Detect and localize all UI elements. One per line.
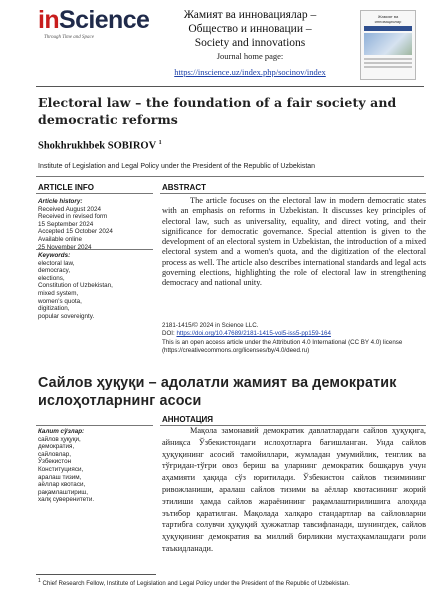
history-line: 15 September 2024 bbox=[38, 220, 94, 228]
cover-band bbox=[364, 26, 412, 31]
logo-science-text: Science bbox=[59, 6, 150, 34]
journal-title-ru: Общество и инновации – bbox=[188, 23, 312, 35]
uzbek-keywords-block bbox=[38, 428, 153, 504]
doi-line bbox=[162, 330, 426, 338]
doi-label: DOI: bbox=[162, 330, 175, 338]
keywords-block bbox=[38, 252, 153, 320]
keyword-item: mixed system, bbox=[38, 289, 79, 297]
uzbek-keyword-item: халқ суверенитети. bbox=[38, 496, 95, 504]
logo-in-text: in bbox=[38, 6, 60, 34]
history-line: Available online bbox=[38, 235, 82, 243]
license-line: This is an open access article under the Attribution 4.0 International (CC BY 4.0) license (https://creativecommons.org/licenses/by/4.0/deed.ru) bbox=[162, 338, 403, 354]
uzbek-keyword-item: сайловлар, bbox=[38, 450, 72, 458]
uzbek-keyword-item: рақамлаштириш, bbox=[38, 488, 89, 496]
keyword-item: electoral law, bbox=[38, 259, 75, 267]
article-info-rule bbox=[36, 193, 153, 194]
author-footnote-marker: 1 bbox=[158, 140, 162, 146]
article-info-heading: ARTICLE INFO bbox=[38, 183, 94, 192]
abstract-text: The article focuses on the electoral law in modern democratic states with an emphasis on reforms in Uzbekistan. It discusses key principles of electoral law, such as universality, equality, and direct voting, and their significance for democratic governance. Special attention is given to the development of an electoral system in Uzbekistan, the introduction of a mixed electoral system and a women's quota, and the digitization of the electoral process as well. The article also describes international standards and legal acts governing elections, highlighting the role of electoral law in strengthening democracy and national unity. bbox=[162, 196, 426, 288]
article-history bbox=[38, 198, 153, 251]
history-rule bbox=[36, 249, 153, 250]
abstract-rule bbox=[160, 193, 426, 194]
uzbek-abstract-heading: АННОТАЦИЯ bbox=[162, 415, 214, 424]
author-name-text: Shokhrukhbek SOBIROV bbox=[38, 140, 156, 152]
footnote-text: Chief Research Fellow, Institute of Legislation and Legal Policy under the President of the Republic of Uzbekistan. bbox=[42, 580, 350, 588]
footnote bbox=[38, 578, 426, 587]
uzbek-keyword-item: сайлов ҳуқуқи, bbox=[38, 435, 81, 443]
uzbek-title: Сайлов ҳуқуқи – адолатли жамият ва демократик ислоҳотларнинг асоси bbox=[38, 375, 397, 409]
homepage-label: Journal home page: bbox=[216, 51, 284, 61]
uzbek-keyword-item: Конституцияси, bbox=[38, 465, 84, 473]
affiliation-divider bbox=[36, 176, 424, 177]
uzbek-abstract-text: Мақола замонавий демократик давлатлардаги сайлов ҳуқуқига, айниқса Ўзбекистондаги ислоҳотларга бағишланган. Унда сайлов ҳуқуқининг асосий тамойиллари, жумладан умумийлик, тенглик ва тўғридан-тўғри овоз бериш ва уларнинг демократик бошқарув учун аҳамияти ҳақида сўз юритилади. Ўзбекистон сайлов тизимининг ривожланиши, аралаш сайлов тизими ва аёллар квотасининг жорий этилиши ҳамда сайлов жараёнининг рақамлаштирилишига алоҳида эътибор қаратилган. Мақолада халқаро стандартлар ва сайловларни тартибга солувчи ҳуқуқий ҳужжатлар тавсифланади, шунингдек, сайлов ҳуқуқининг демократия ва миллий бирликни мустаҳкамлашдаги роли таъкидланади. bbox=[162, 426, 426, 553]
keyword-item: digitization, bbox=[38, 305, 70, 313]
journal-title-uz: Жамият ва инновациялар – bbox=[183, 9, 317, 21]
article-history-label: Article history: bbox=[38, 198, 83, 205]
journal-cover-thumbnail bbox=[360, 10, 416, 80]
article-title: Electoral law – the foundation of a fair society and democratic reforms bbox=[38, 95, 397, 127]
uzbek-keyword-item: аёллар квотаси, bbox=[38, 481, 86, 489]
author-name bbox=[38, 140, 162, 152]
footnote-divider bbox=[36, 574, 156, 575]
abstract-heading: ABSTRACT bbox=[162, 183, 206, 192]
uzbek-keyword-item: аралаш тизим, bbox=[38, 473, 82, 481]
issn-line: 2181-1415/© 2024 in Science LLC. bbox=[162, 322, 259, 329]
journal-logo bbox=[38, 6, 150, 44]
uzbek-keywords-rule bbox=[36, 425, 153, 426]
keyword-item: Constitution of Uzbekistan, bbox=[38, 282, 113, 290]
uzbek-keywords-label: Калит сўзлар: bbox=[38, 428, 85, 435]
history-line: Received August 2024 bbox=[38, 205, 102, 213]
keyword-item: democracy, bbox=[38, 267, 71, 275]
journal-title-en: Society and innovations bbox=[194, 37, 306, 49]
publication-meta bbox=[162, 322, 426, 355]
history-line: Accepted 15 October 2024 bbox=[38, 228, 113, 236]
cover-image bbox=[364, 33, 412, 55]
keyword-item: women's quota, bbox=[38, 297, 82, 305]
author-affiliation: Institute of Legislation and Legal Policy under the President of the Republic of Uzbekistan bbox=[38, 163, 316, 170]
cover-title: Жамият ва инновациялар bbox=[374, 14, 402, 24]
keyword-item: elections, bbox=[38, 274, 65, 282]
uzbek-keyword-item: Ўзбекистон bbox=[38, 458, 72, 466]
history-line: 25 November 2024 bbox=[38, 243, 92, 251]
keywords-label: Keywords: bbox=[38, 252, 71, 259]
history-line: Received in revised form bbox=[38, 213, 108, 221]
logo-tagline: Through Time and Space bbox=[44, 35, 94, 40]
keyword-item: popular sovereignty. bbox=[38, 312, 95, 320]
logo-wordmark bbox=[38, 6, 150, 34]
journal-header bbox=[150, 8, 350, 80]
header-divider bbox=[36, 86, 424, 87]
doi-link[interactable]: https://doi.org/10.47689/2181-1415-vol5-iss5-pp159-164 bbox=[176, 330, 331, 338]
uzbek-keyword-item: демократия, bbox=[38, 443, 75, 451]
homepage-link[interactable]: https://inscience.uz/index.php/socinov/index bbox=[174, 67, 326, 77]
footnote-marker: 1 bbox=[38, 578, 41, 584]
